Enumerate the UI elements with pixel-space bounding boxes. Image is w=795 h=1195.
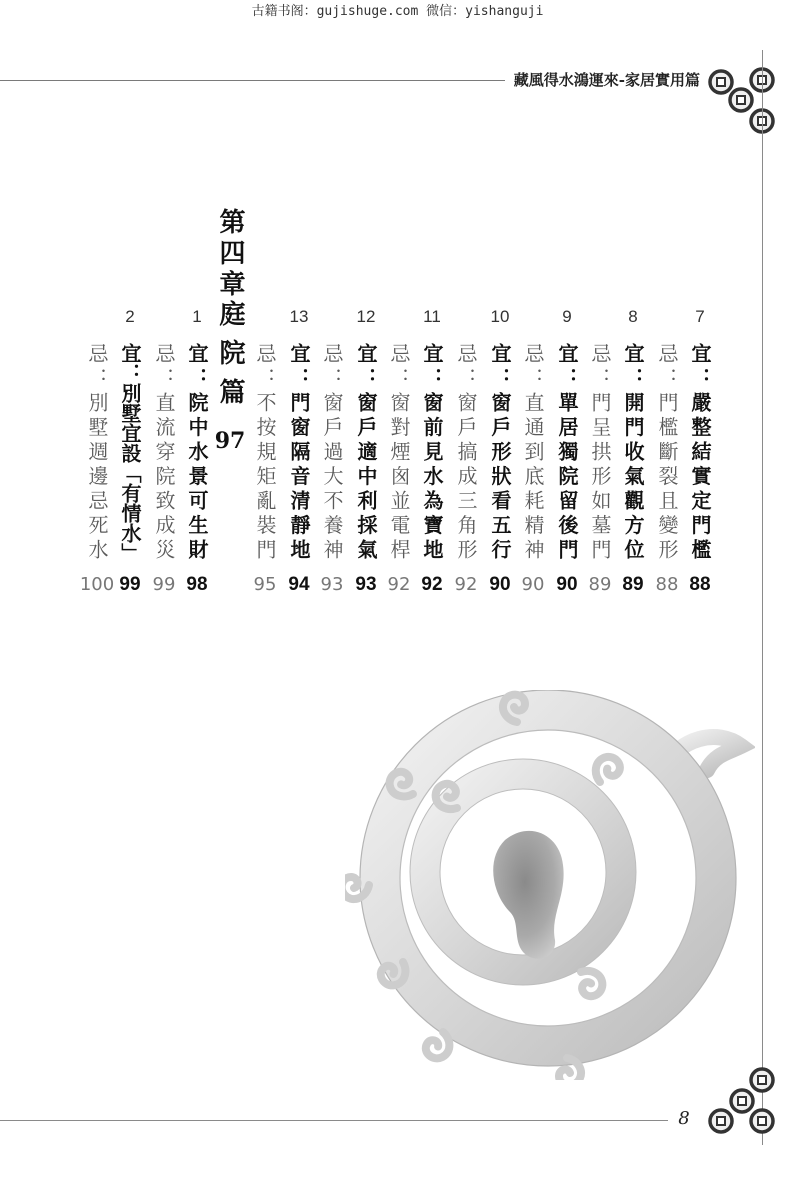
- coin-icon: [731, 1090, 753, 1112]
- section-number: 11: [423, 307, 441, 326]
- coin-icon: [751, 1069, 773, 1091]
- entry-page: 88: [689, 574, 711, 595]
- section-number: 10: [490, 307, 510, 326]
- header-rule: [0, 80, 505, 81]
- entry-title: 忌：直流穿院致成災: [152, 343, 176, 564]
- entry-title: 宜：窗戶形狀看五行: [488, 343, 512, 564]
- entry-title: 忌：直通到底耗精神: [521, 343, 545, 564]
- page-number: 8: [678, 1108, 690, 1129]
- entry-page: 90: [521, 574, 545, 595]
- coin-icon: [710, 71, 732, 93]
- section-number: 12: [356, 307, 376, 326]
- entry-page: 99: [119, 574, 141, 595]
- entry-page: 100: [79, 574, 115, 595]
- entry-page: 92: [454, 574, 478, 595]
- side-rule: [762, 50, 763, 1145]
- watermark-text: 古籍书阁：gujishuge.com 微信：yishanguji: [251, 4, 544, 19]
- entry-page: 92: [421, 574, 443, 595]
- coin-icon-cluster-top: [705, 62, 777, 137]
- coin-icon: [751, 1110, 773, 1132]
- coin-icon: [710, 1110, 732, 1132]
- entry-title: 忌：別墅週邊忌死水: [85, 343, 109, 564]
- entry-title: 宜：開門收氣觀方位: [621, 343, 645, 564]
- section-number: 13: [289, 307, 309, 326]
- entry-title: 忌：門檻斷裂且變形: [655, 343, 679, 564]
- section-number: 1: [192, 307, 202, 326]
- entry-title: 忌：門呈拱形如墓門: [588, 343, 612, 564]
- entry-page: 98: [186, 574, 208, 595]
- coin-icon-cluster-bottom: [705, 1062, 777, 1137]
- entry-page: 93: [355, 574, 377, 595]
- entry-title: 宜：窗前見水為寶地: [420, 343, 444, 564]
- entry-page: 92: [387, 574, 411, 595]
- section-number: 8: [628, 307, 638, 326]
- entry-page: 90: [489, 574, 511, 595]
- section-number: 9: [562, 307, 572, 326]
- entry-page: 90: [556, 574, 578, 595]
- coin-icon: [730, 89, 752, 111]
- entry-title: 宜：窗戶適中利採氣: [354, 343, 378, 564]
- jade-ornament-image: [345, 690, 755, 1080]
- entry-page: 99: [152, 574, 176, 595]
- footer-rule: [0, 1120, 668, 1121]
- entry-page: 94: [288, 574, 310, 595]
- entry-title: 忌：窗戶過大不養神: [320, 343, 344, 564]
- entry-title: 宜：別墅宜設「有情水」: [118, 343, 142, 563]
- entry-page: 89: [622, 574, 644, 595]
- entry-page: 93: [320, 574, 344, 595]
- entry-page: 89: [588, 574, 612, 595]
- entry-title: 宜：嚴整結實定門檻: [688, 343, 712, 564]
- running-header-title: 藏風得水鴻運來-家居實用篇: [510, 70, 700, 90]
- entry-title: 忌：窗戶搞成三角形: [454, 343, 478, 564]
- chapter-page: 97: [214, 428, 246, 454]
- toc-entry: [75, 300, 119, 600]
- chapter-label: 第四章: [215, 208, 245, 301]
- entry-page: 88: [655, 574, 679, 595]
- entry-page: 95: [253, 574, 277, 595]
- entry-title: 宜：單居獨院留後門: [555, 343, 579, 564]
- entry-title: 宜：院中水景可生財: [185, 343, 209, 564]
- entry-title: 宜：門窗隔音清靜地: [287, 343, 311, 564]
- section-number: 7: [695, 307, 705, 326]
- entry-title: 忌：不按規矩亂裝門: [253, 343, 277, 564]
- section-number: 2: [125, 307, 135, 326]
- chapter-title: 庭院篇: [215, 300, 245, 417]
- entry-title: 忌：窗對煙囪並電桿: [387, 343, 411, 564]
